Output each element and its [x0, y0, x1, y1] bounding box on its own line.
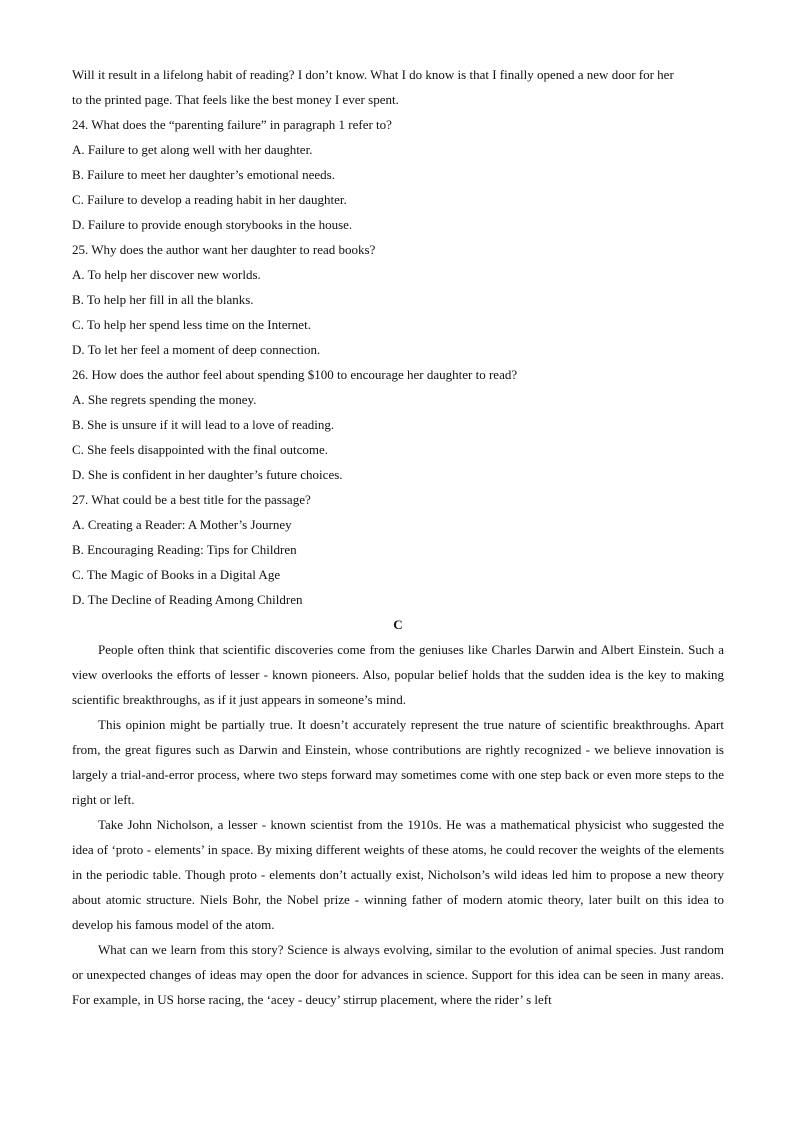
document-page	[72, 62, 724, 1012]
answer-option: A. Creating a Reader: A Mother’s Journey	[72, 517, 292, 532]
passage-paragraph: This opinion might be partially true. It doesn’t accurately represent the true nature of scientific breakthroughs. Apart from, the great figures such as Darwin and Einstein, whose contributions are rightly recognized - we believe innovation is largely a trial-and-error process, where two steps forward may sometimes come with one step back or even more steps to the right or left.	[72, 717, 724, 807]
answer-option: D. The Decline of Reading Among Children	[72, 592, 303, 607]
passage-paragraph: What can we learn from this story? Science is always evolving, similar to the evolution of animal species. Just random or unexpected changes of ideas may open the door for advances in science. Support for this idea can be seen in many areas. For example, in US horse racing, the ‘acey - deucy’ stirrup placement, where the rider’ s left	[72, 942, 724, 1007]
answer-option: A. To help her discover new worlds.	[72, 267, 261, 282]
answer-option: A. Failure to get along well with her daughter.	[72, 142, 313, 157]
intro-line: Will it result in a lifelong habit of reading? I don’t know. What I do know is that I finally opened a new door for her	[72, 67, 674, 82]
answer-option: C. She feels disappointed with the final outcome.	[72, 442, 328, 457]
question-stem: 26. How does the author feel about spending $100 to encourage her daughter to read?	[72, 367, 518, 382]
question-stem: 27. What could be a best title for the passage?	[72, 492, 311, 507]
answer-option: C. Failure to develop a reading habit in her daughter.	[72, 192, 347, 207]
section-heading: C	[393, 617, 403, 632]
passage-paragraph: People often think that scientific discoveries come from the geniuses like Charles Darwin and Albert Einstein. Such a view overlooks the efforts of lesser - known pioneers. Also, popular belief holds that the sudden idea is the key to making scientific breakthroughs, as if it just appears in someone’s mind.	[72, 642, 724, 707]
answer-option: C. To help her spend less time on the Internet.	[72, 317, 311, 332]
answer-option: B. She is unsure if it will lead to a love of reading.	[72, 417, 335, 432]
intro-line: to the printed page. That feels like the best money I ever spent.	[72, 92, 399, 107]
question-stem: 25. Why does the author want her daughter to read books?	[72, 242, 376, 257]
answer-option: D. Failure to provide enough storybooks in the house.	[72, 217, 353, 232]
answer-option: B. To help her fill in all the blanks.	[72, 292, 254, 307]
answer-option: B. Encouraging Reading: Tips for Children	[72, 542, 297, 557]
question-stem: 24. What does the “parenting failure” in paragraph 1 refer to?	[72, 117, 392, 132]
answer-option: A. She regrets spending the money.	[72, 392, 257, 407]
answer-option: D. To let her feel a moment of deep connection.	[72, 342, 321, 357]
answer-option: B. Failure to meet her daughter’s emotional needs.	[72, 167, 335, 182]
passage-paragraph: Take John Nicholson, a lesser - known scientist from the 1910s. He was a mathematical physicist who suggested the idea of ‘proto - elements’ in space. By mixing different weights of these atoms, he could recover the weights of the elements in the periodic table. Though proto - elements don’t actually exist, Nicholson’s wild ideas led him to propose a new theory about atomic structure. Niels Bohr, the Nobel prize - winning father of modern atomic theory, later built on this idea to develop his famous model of the atom.	[72, 817, 724, 932]
answer-option: C. The Magic of Books in a Digital Age	[72, 567, 281, 582]
answer-option: D. She is confident in her daughter’s future choices.	[72, 467, 343, 482]
